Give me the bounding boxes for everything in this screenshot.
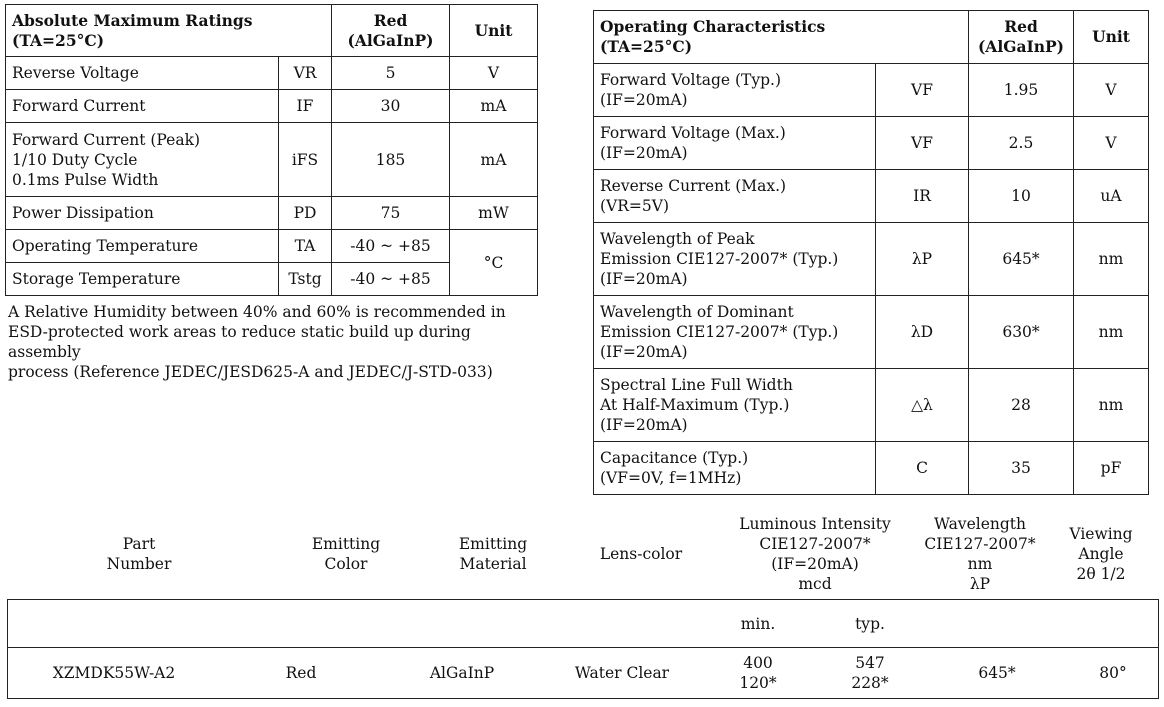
header-emitting-color: Emitting Color bbox=[311, 535, 381, 573]
parts-header bbox=[7, 514, 1159, 598]
oc-symbol: IR bbox=[876, 170, 969, 223]
oc-unit: uA bbox=[1074, 170, 1149, 223]
amr-value: 75 bbox=[332, 197, 450, 230]
amr-value: -40 ~ +85 bbox=[332, 263, 450, 296]
amr-symbol: Tstg bbox=[279, 263, 332, 296]
amr-unit: mA bbox=[450, 123, 538, 197]
amr-value: -40 ~ +85 bbox=[332, 230, 450, 263]
oc-value: 2.5 bbox=[969, 117, 1074, 170]
amr-param: Power Dissipation bbox=[6, 197, 279, 230]
oc-unit: V bbox=[1074, 64, 1149, 117]
absolute-max-ratings-table bbox=[5, 4, 538, 296]
oc-unit: nm bbox=[1074, 369, 1149, 442]
amr-symbol: iFS bbox=[279, 123, 332, 197]
amr-symbol: PD bbox=[279, 197, 332, 230]
oc-param: Forward Voltage (Typ.) (IF=20mA) bbox=[594, 64, 876, 117]
intensity-typ: 547 228* bbox=[851, 654, 889, 692]
oc-col-red: Red (AlGaInP) bbox=[969, 11, 1074, 64]
lens-color: Water Clear bbox=[574, 664, 670, 682]
oc-unit: nm bbox=[1074, 296, 1149, 369]
emitting-material: AlGaInP bbox=[429, 664, 495, 682]
amr-symbol: TA bbox=[279, 230, 332, 263]
header-viewing-angle: Viewing Angle 2θ 1/2 bbox=[1069, 525, 1133, 583]
header-luminous-intensity: Luminous Intensity CIE127-2007* (IF=20mA) mcd bbox=[739, 515, 891, 593]
oc-col-unit: Unit bbox=[1074, 11, 1149, 64]
oc-symbol: C bbox=[876, 442, 969, 495]
amr-value: 5 bbox=[332, 57, 450, 90]
operating-characteristics-table bbox=[593, 10, 1149, 495]
oc-value: 35 bbox=[969, 442, 1074, 495]
header-wavelength: Wavelength CIE127-2007* nm λP bbox=[924, 515, 1036, 593]
oc-symbol: VF bbox=[876, 117, 969, 170]
oc-param: Wavelength of Dominant Emission CIE127-2007* (Typ.) (IF=20mA) bbox=[594, 296, 876, 369]
amr-symbol: VR bbox=[279, 57, 332, 90]
table-row bbox=[8, 648, 1159, 699]
oc-param: Forward Voltage (Max.) (IF=20mA) bbox=[594, 117, 876, 170]
part-number: XZMDK55W-A2 bbox=[52, 664, 176, 682]
oc-symbol: △λ bbox=[876, 369, 969, 442]
amr-unit: mA bbox=[450, 90, 538, 123]
header-lens-color: Lens-color bbox=[599, 545, 683, 563]
oc-value: 645* bbox=[969, 223, 1074, 296]
amr-title: Absolute Maximum Ratings (TA=25°C) bbox=[6, 5, 332, 57]
amr-param: Forward Current bbox=[6, 90, 279, 123]
sub-typ: typ. bbox=[814, 600, 926, 648]
header-part-number: Part Number bbox=[106, 535, 172, 573]
oc-unit: V bbox=[1074, 117, 1149, 170]
amr-param: Operating Temperature bbox=[6, 230, 279, 263]
oc-param: Wavelength of Peak Emission CIE127-2007* (Typ.) (IF=20mA) bbox=[594, 223, 876, 296]
amr-col-unit: Unit bbox=[450, 5, 538, 57]
amr-param: Storage Temperature bbox=[6, 263, 279, 296]
amr-value: 30 bbox=[332, 90, 450, 123]
intensity-min: 400 120* bbox=[739, 654, 777, 692]
oc-value: 28 bbox=[969, 369, 1074, 442]
viewing-angle: 80° bbox=[1099, 664, 1127, 682]
oc-param: Spectral Line Full Width At Half-Maximum (Typ.) (IF=20mA) bbox=[594, 369, 876, 442]
header-emitting-material: Emitting Material bbox=[458, 535, 528, 573]
amr-symbol: IF bbox=[279, 90, 332, 123]
amr-col-red: Red (AlGaInP) bbox=[332, 5, 450, 57]
oc-title: Operating Characteristics (TA=25°C) bbox=[594, 11, 969, 64]
humidity-note: A Relative Humidity between 40% and 60% is recommended in ESD-protected work areas to reduce static build up during assembly process (Reference JEDEC/JESD625-A and JEDEC/J-STD-033) bbox=[8, 303, 506, 381]
oc-param: Reverse Current (Max.) (VR=5V) bbox=[594, 170, 876, 223]
oc-value: 10 bbox=[969, 170, 1074, 223]
amr-unit: V bbox=[450, 57, 538, 90]
oc-symbol: λP bbox=[876, 223, 969, 296]
oc-value: 1.95 bbox=[969, 64, 1074, 117]
oc-symbol: λD bbox=[876, 296, 969, 369]
amr-unit: °C bbox=[450, 230, 538, 296]
parts-table bbox=[7, 599, 1159, 699]
oc-unit: nm bbox=[1074, 223, 1149, 296]
wavelength-value: 645* bbox=[978, 664, 1016, 682]
amr-param: Forward Current (Peak) 1/10 Duty Cycle 0.1ms Pulse Width bbox=[6, 123, 279, 197]
oc-unit: pF bbox=[1074, 442, 1149, 495]
amr-value: 185 bbox=[332, 123, 450, 197]
emitting-color: Red bbox=[285, 664, 317, 682]
sub-min: min. bbox=[702, 600, 814, 648]
oc-symbol: VF bbox=[876, 64, 969, 117]
amr-param: Reverse Voltage bbox=[6, 57, 279, 90]
oc-param: Capacitance (Typ.) (VF=0V, f=1MHz) bbox=[594, 442, 876, 495]
amr-unit: mW bbox=[450, 197, 538, 230]
oc-value: 630* bbox=[969, 296, 1074, 369]
